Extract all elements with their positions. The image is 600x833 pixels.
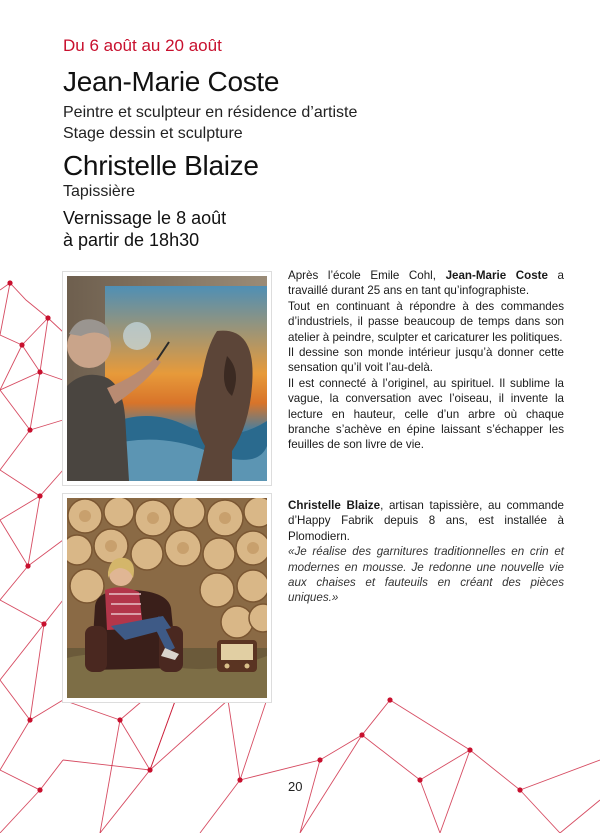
artist-painting-photo bbox=[63, 272, 271, 485]
vernissage-time: à partir de 18h30 bbox=[63, 230, 200, 250]
bio-1-paragraph-2: Tout en continuant à répondre à des commandes d’industriels, il passe beaucoup de temps dans son atelier à peindre, sculpter et caricaturer les politiques. bbox=[288, 299, 564, 344]
bio-1-intro bbox=[288, 268, 564, 299]
bio-2-quote: «Je réalise des garnitures traditionnelles en crin et modernes en mousse. Je redonne une nouvelle vie aux chaises et fauteuils en créant des pièces uniques.» bbox=[288, 545, 564, 605]
bio-christelle-blaize bbox=[288, 498, 564, 606]
artist-1-course: Stage dessin et sculpture bbox=[63, 125, 243, 142]
bio-2-intro bbox=[288, 498, 564, 544]
artist-1-role: Peintre et sculpteur en résidence d’artiste bbox=[63, 104, 358, 121]
bio-2-intro-after: , artisan tapissière, au commande d’Happy Fabrik depuis 8 ans, est installée à Plomodiern. bbox=[288, 499, 564, 543]
artist-1-name: Jean-Marie Coste bbox=[63, 66, 280, 97]
bio-2-name: Christelle Blaize bbox=[288, 499, 381, 512]
bio-jean-marie-coste bbox=[288, 268, 564, 453]
bio-1-intro-after: a travaillé durant 25 ans en tant qu’infographiste. bbox=[288, 269, 564, 298]
artist-2-role: Tapissière bbox=[63, 183, 136, 200]
bio-1-intro-before: Après l’école Emile Cohl, bbox=[288, 269, 446, 282]
upholsterer-photo bbox=[63, 494, 271, 702]
bio-1-name: Jean-Marie Coste bbox=[445, 269, 548, 282]
bio-1-paragraph-4: Il est connecté à l’originel, au spirituel. Il sublime la vague, la conversation avec l’oiseau, il invente la lecture en hauteur, celle d’un arbre où chaque branche s’achève en épine laissant s’échapper les feuilles de son livre de vie. bbox=[288, 376, 564, 452]
page-number: 20 bbox=[288, 779, 303, 794]
date-range: Du 6 août au 20 août bbox=[63, 36, 222, 55]
vernissage-date: Vernissage le 8 août bbox=[63, 208, 227, 228]
artist-2-name: Christelle Blaize bbox=[63, 150, 259, 181]
bio-1-paragraph-3: Il dessine son monde intérieur jusqu’à donner cette sensation qu’il voit l’au-delà. bbox=[288, 346, 564, 375]
